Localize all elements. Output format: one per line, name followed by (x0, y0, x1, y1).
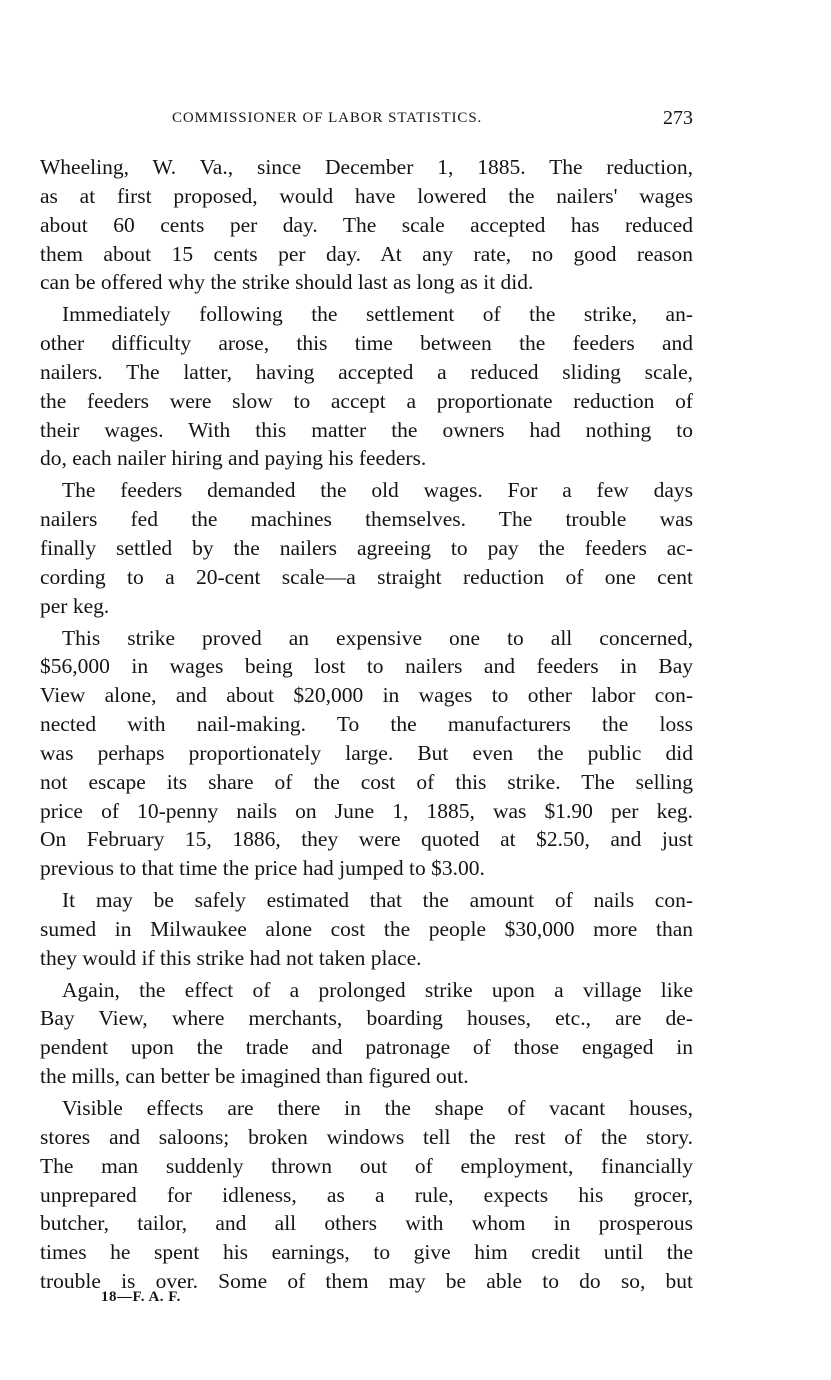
text-line: times he spent his earnings, to give him credit until the (40, 1240, 693, 1265)
text-line: other difficulty arose, this time between the feeders and (40, 331, 693, 356)
text-line: nailers fed the machines themselves. The trouble was (40, 507, 693, 532)
paragraph (40, 976, 693, 1091)
body-text (40, 153, 693, 1296)
text-line: butcher, tailor, and all others with whom in prosperous (40, 1211, 693, 1236)
text-line: The feeders demanded the old wages. For a few days (62, 478, 693, 503)
text-line: cording to a 20-cent scale—a straight reduction of one cent (40, 564, 693, 589)
text-line: can be offered why the strike should last as long as it did. (40, 270, 534, 295)
text-line: $56,000 in wages being lost to nailers and feeders in Bay (40, 654, 693, 679)
text-line: as at first proposed, would have lowered the nailers' wages (40, 183, 693, 208)
running-head: COMMISSIONER OF LABOR STATISTICS. (172, 110, 483, 126)
text-line: It may be safely estimated that the amount of nails con- (62, 888, 693, 913)
text-line: not escape its share of the cost of this strike. The selling (40, 769, 693, 794)
paragraph (40, 476, 693, 620)
text-line: Immediately following the settlement of the strike, an- (62, 302, 693, 327)
paragraph (40, 1094, 693, 1296)
text-line: Wheeling, W. Va., since December 1, 1885. The reduction, (40, 155, 693, 179)
text-line: the feeders were slow to accept a proportionate reduction of (40, 388, 693, 413)
text-line: pendent upon the trade and patronage of those engaged in (40, 1035, 693, 1060)
paragraph (40, 624, 693, 884)
text-line: price of 10-penny nails on June 1, 1885, was $1.90 per keg. (40, 798, 693, 823)
text-line: nected with nail-making. To the manufacturers the loss (40, 712, 693, 737)
paragraph (40, 886, 693, 973)
text-line: finally settled by the nailers agreeing to pay the feeders ac- (40, 535, 693, 560)
text-line: they would if this strike had not taken place. (40, 945, 422, 970)
text-line: Again, the effect of a prolonged strike upon a village like (62, 977, 693, 1002)
text-line: This strike proved an expensive one to all concerned, (62, 625, 693, 650)
text-line: The man suddenly thrown out of employment, financially (40, 1153, 693, 1178)
text-line: sumed in Milwaukee alone cost the people $30,000 more than (40, 916, 693, 941)
text-line: Visible effects are there in the shape of vacant houses, (62, 1096, 693, 1120)
text-line: stores and saloons; broken windows tell the rest of the story. (40, 1124, 693, 1149)
text-line: per keg. (40, 593, 110, 618)
text-line: unprepared for idleness, as a rule, expects his grocer, (40, 1182, 693, 1207)
text-line: the mills, can better be imagined than figured out. (40, 1064, 469, 1089)
text-line: Bay View, where merchants, boarding houses, etc., are de- (40, 1006, 693, 1031)
text-line: previous to that time the price had jumped to $3.00. (40, 856, 485, 881)
text-line: their wages. With this matter the owners had nothing to (40, 417, 693, 442)
paragraph (40, 300, 693, 473)
text-line: View alone, and about $20,000 in wages to other labor con- (40, 683, 693, 708)
signature-mark: 18—F. A. F. (101, 1289, 181, 1305)
text-line: them about 15 cents per day. At any rate, no good reason (40, 241, 693, 266)
page-number: 273 (663, 107, 693, 129)
text-line: nailers. The latter, having accepted a reduced sliding scale, (40, 359, 693, 384)
paragraph (40, 153, 693, 297)
text-line: was perhaps proportionately large. But even the public did (40, 740, 693, 765)
text-line: about 60 cents per day. The scale accepted has reduced (40, 212, 693, 237)
text-line: On February 15, 1886, they were quoted at $2.50, and just (40, 827, 693, 852)
text-line: trouble is over. Some of them may be able to do so, but (40, 1269, 693, 1294)
page-header (40, 108, 693, 132)
text-line: do, each nailer hiring and paying his feeders. (40, 446, 427, 471)
